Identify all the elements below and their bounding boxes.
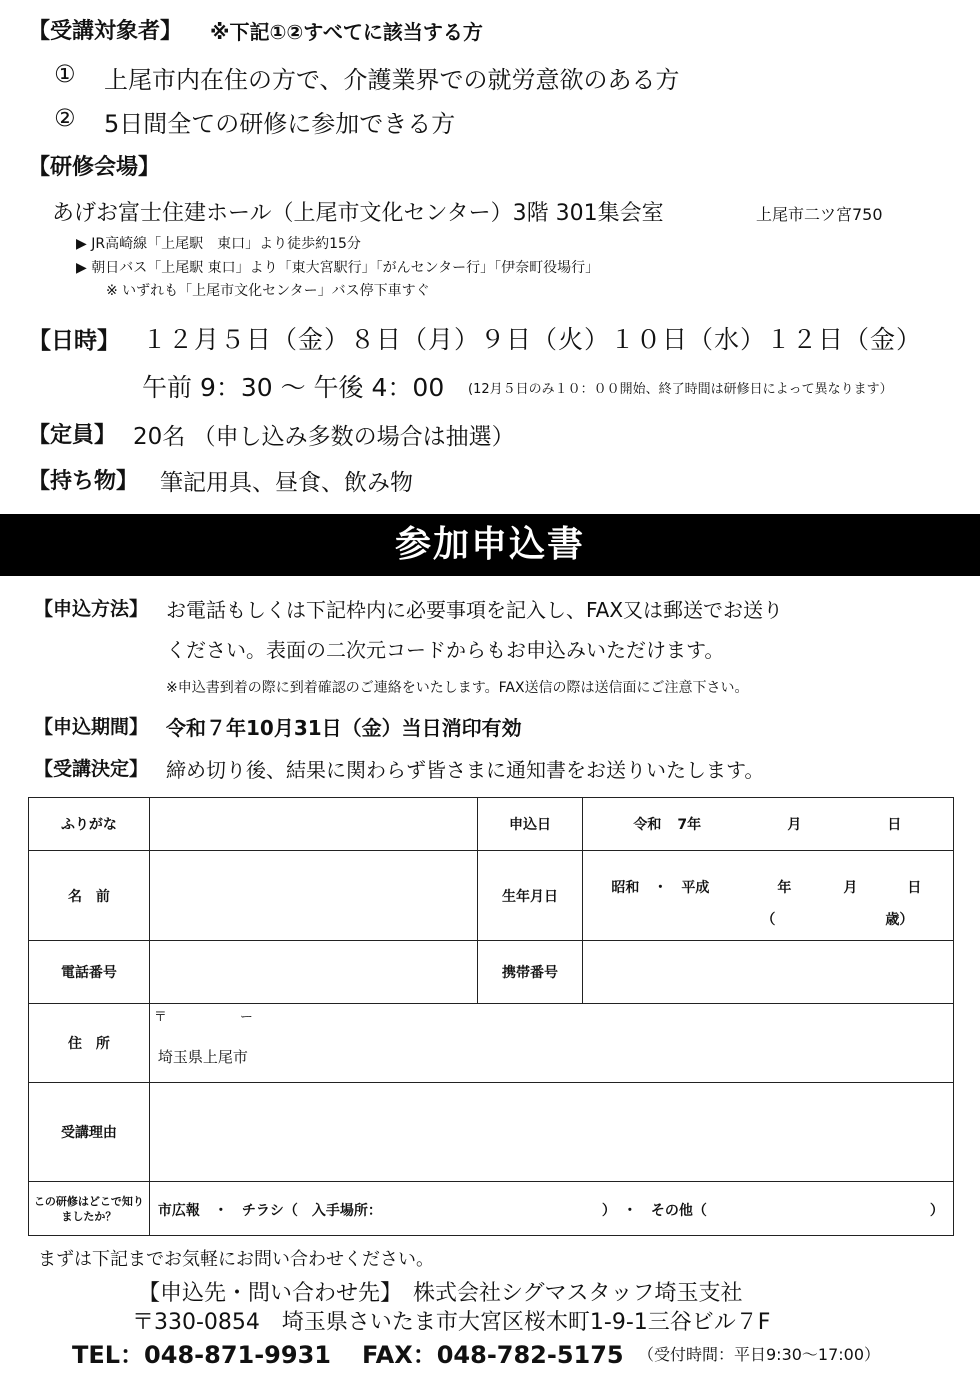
- application-form-banner: 参加申込書: [0, 514, 980, 576]
- age-close: 歳）: [885, 912, 914, 928]
- source-field[interactable]: [149, 1182, 953, 1236]
- contact-address: 〒330-0854 埼玉県さいたま市大宮区桜木町1-9-1三谷ビル７F: [132, 1310, 771, 1335]
- furigana-label: ふりがな: [29, 798, 150, 851]
- birth-month: 月: [843, 880, 858, 896]
- source-other: ） ・ その他（: [601, 1203, 707, 1219]
- decision-text: 締め切り後、結果に関わらず皆さまに通知書をお送りいたします。: [166, 758, 765, 782]
- apply-date-month: 月: [787, 817, 802, 833]
- birthdate-field[interactable]: [583, 851, 954, 941]
- decision-label: 【受講決定】: [34, 758, 149, 780]
- apply-period-text: 令和７年10月31日（金）当日消印有効: [166, 716, 522, 740]
- mobile-field[interactable]: [583, 941, 954, 1004]
- apply-date-field[interactable]: [583, 798, 954, 851]
- furigana-field[interactable]: [149, 798, 477, 851]
- source-label: この研修はどこで知りましたか？: [29, 1182, 150, 1236]
- contact-hours: （受付時間：平日9:30～17:00）: [638, 1345, 881, 1364]
- apply-date-era: 令和: [633, 817, 662, 833]
- application-form-table: [28, 797, 954, 1236]
- apply-period-label: 【申込期間】: [34, 716, 149, 738]
- venue-access-bus: ▶ 朝日バス「上尾駅 東口」より「東大宮駅行」「がんセンター行」「伊奈町役場行」: [76, 260, 600, 276]
- birthdate-label: 生年月日: [477, 851, 583, 941]
- source-options: 市広報 ・ チラシ（ 入手場所：: [157, 1203, 382, 1219]
- apply-date-label: 申込日: [477, 798, 583, 851]
- apply-date-day: 日: [887, 817, 902, 833]
- venue-address: 上尾市二ツ宮750: [756, 205, 883, 224]
- apply-date-year: 7年: [677, 817, 702, 833]
- contact-org: 【申込先・問い合わせ先】 株式会社シグマスタッフ埼玉支社: [138, 1281, 743, 1306]
- contact-intro: まずは下記までお気軽にお問い合わせください。: [38, 1249, 434, 1270]
- source-end: ）: [929, 1203, 944, 1219]
- venue-name: あげお富士住建ホール（上尾市文化センター）3階 301集会室: [52, 201, 664, 226]
- belongings-label: 【持ち物】: [28, 469, 139, 494]
- capacity-text: 20名 （申し込み多数の場合は抽選）: [133, 424, 515, 450]
- apply-method-line1: お電話もしくは下記枠内に必要事項を記入し、FAX又は郵送でお送り: [166, 598, 784, 622]
- eligibility-item-2: 5日間全ての研修に参加できる方: [104, 110, 456, 138]
- reason-field[interactable]: [149, 1083, 953, 1182]
- apply-method-note: ※申込書到着の際に到着確認のご連絡をいたします。FAX送信の際は送信面にご注意下さい。: [166, 680, 749, 696]
- venue-access-train: ▶ JR高崎線「上尾駅 東口」より徒歩約15分: [76, 236, 361, 252]
- reason-label: 受講理由: [29, 1083, 150, 1182]
- mobile-label: 携帯番号: [477, 941, 583, 1004]
- address-field[interactable]: [149, 1004, 953, 1083]
- capacity-label: 【定員】: [28, 423, 117, 448]
- apply-method-label: 【申込方法】: [34, 598, 149, 620]
- datetime-dates: １２月５日（金）８日（月）９日（火）１０日（水）１２日（金）: [142, 325, 923, 354]
- eligibility-label: 【受講対象者】: [28, 19, 183, 44]
- name-field[interactable]: [149, 851, 477, 941]
- contact-fax: FAX：048-782-5175: [362, 1341, 624, 1369]
- postal-dash: ー: [239, 1010, 253, 1025]
- apply-method-line2: ください。表面の二次元コードからもお申込みいただけます。: [166, 638, 725, 662]
- eligibility-note: ※下記①②すべてに該当する方: [210, 20, 483, 44]
- datetime-note: (12月５日のみ１０：００開始、終了時間は研修日によって異なります）: [468, 382, 893, 397]
- name-label: 名 前: [29, 851, 150, 941]
- datetime-label: 【日時】: [28, 328, 120, 354]
- phone-label: 電話番号: [29, 941, 150, 1004]
- datetime-time: 午前 9：30 ～ 午後 4：00: [142, 373, 445, 402]
- venue-label: 【研修会場】: [28, 155, 161, 180]
- belongings-text: 筆記用具、昼食、飲み物: [160, 470, 413, 496]
- birth-era: 昭和 ・ 平成: [611, 880, 710, 896]
- address-prefill: 埼玉県上尾市: [157, 1048, 248, 1066]
- eligibility-item-2-num: ②: [54, 104, 76, 132]
- birth-day: 日: [907, 880, 922, 896]
- contact-tel: TEL：048-871-9931: [72, 1341, 331, 1369]
- venue-access-note: ※ いずれも「上尾市文化センター」バス停下車すぐ: [106, 283, 430, 299]
- birth-year: 年: [777, 880, 792, 896]
- phone-field[interactable]: [149, 941, 477, 1004]
- eligibility-item-1-num: ①: [54, 60, 76, 88]
- address-label: 住 所: [29, 1004, 150, 1083]
- postal-mark: 〒: [153, 1010, 167, 1025]
- eligibility-item-1: 上尾市内在住の方で、介護業界での就労意欲のある方: [104, 66, 680, 94]
- age-open: （: [761, 912, 776, 928]
